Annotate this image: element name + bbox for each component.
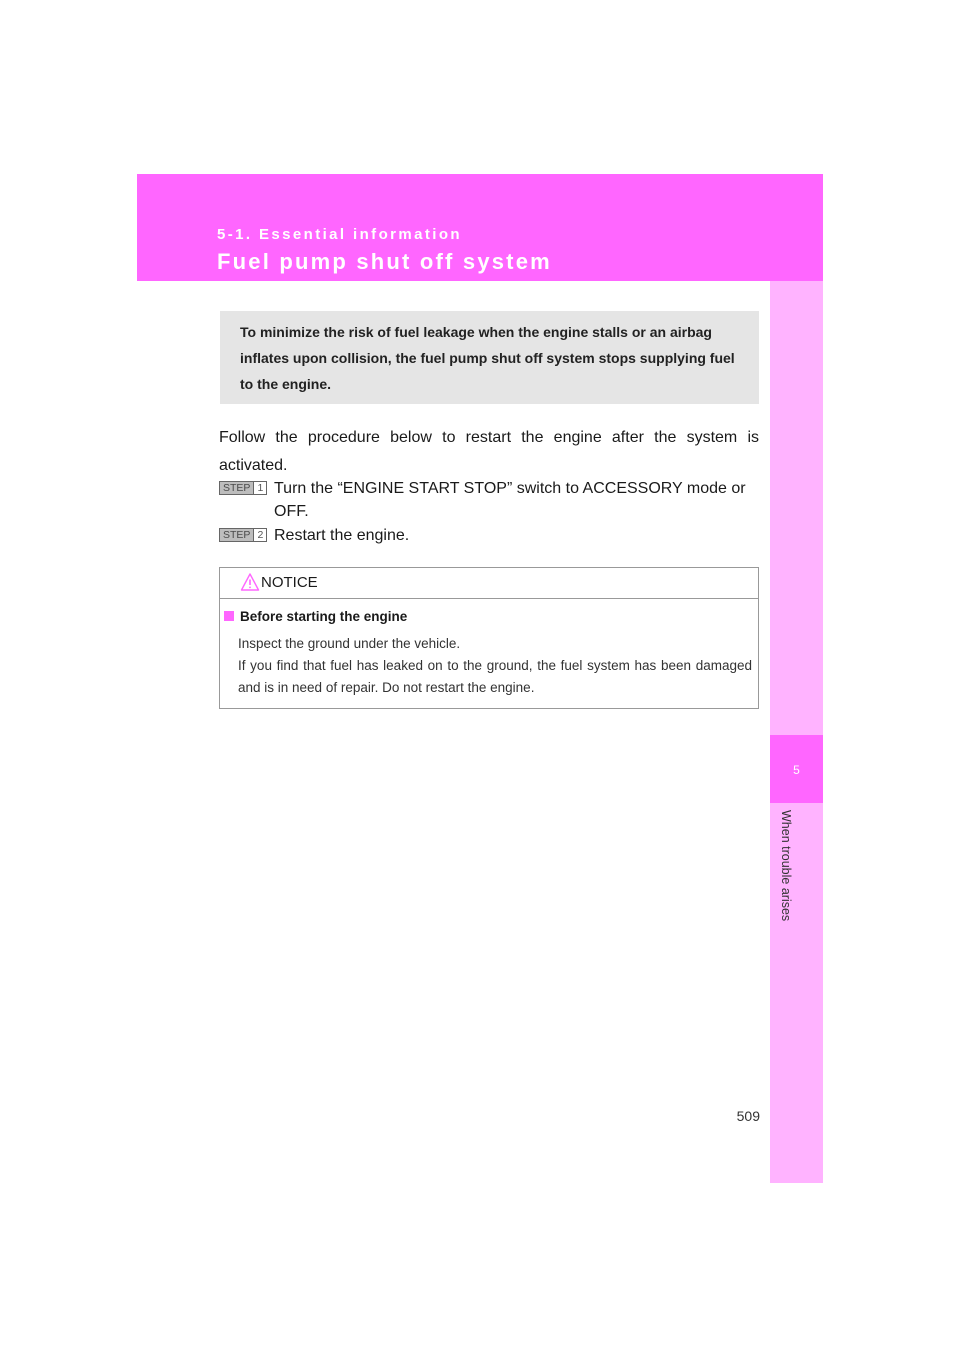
side-strip — [770, 281, 823, 1183]
page-number: 509 — [736, 1108, 760, 1124]
step-text: Turn the “ENGINE START STOP” switch to ACCESSORY mode or OFF. — [274, 480, 746, 520]
step-badge-number: 2 — [253, 529, 266, 541]
notice-title: NOTICE — [261, 574, 318, 591]
intro-paragraph: Follow the procedure below to restart the engine after the system is activated. — [219, 429, 759, 474]
notice-line: Inspect the ground under the vehicle. — [238, 636, 461, 651]
notice-body — [238, 633, 752, 699]
notice-header — [220, 568, 758, 599]
chapter-title: When trouble arises — [779, 810, 793, 922]
section-label: 5-1. Essential information — [217, 226, 462, 243]
page-title: Fuel pump shut off system — [217, 249, 552, 274]
chapter-tab[interactable] — [770, 735, 823, 803]
step-badge — [219, 481, 267, 495]
step-badge-number: 1 — [253, 482, 266, 494]
step-badge — [219, 528, 267, 542]
step-text: Restart the engine. — [274, 527, 410, 544]
chapter-number: 5 — [793, 763, 800, 777]
notice-box — [219, 567, 759, 709]
step-badge-label: STEP — [220, 529, 253, 541]
step-badge-label: STEP — [220, 482, 253, 494]
step-1 — [219, 477, 764, 523]
notice-heading-text: Before starting the engine — [240, 609, 408, 624]
header-band — [137, 174, 823, 281]
summary-box: To minimize the risk of fuel leakage when the engine stalls or an airbag inflates upon collision, the fuel pump shut off system stops supplying fuel to the engine. — [220, 311, 759, 404]
notice-line: If you find that fuel has leaked on to the ground, the fuel system has been damaged and is in need of repair. Do not restart the engine. — [238, 658, 752, 695]
warning-icon — [240, 572, 260, 592]
step-2 — [219, 524, 764, 547]
square-bullet-icon — [224, 611, 234, 621]
notice-heading — [224, 609, 407, 624]
